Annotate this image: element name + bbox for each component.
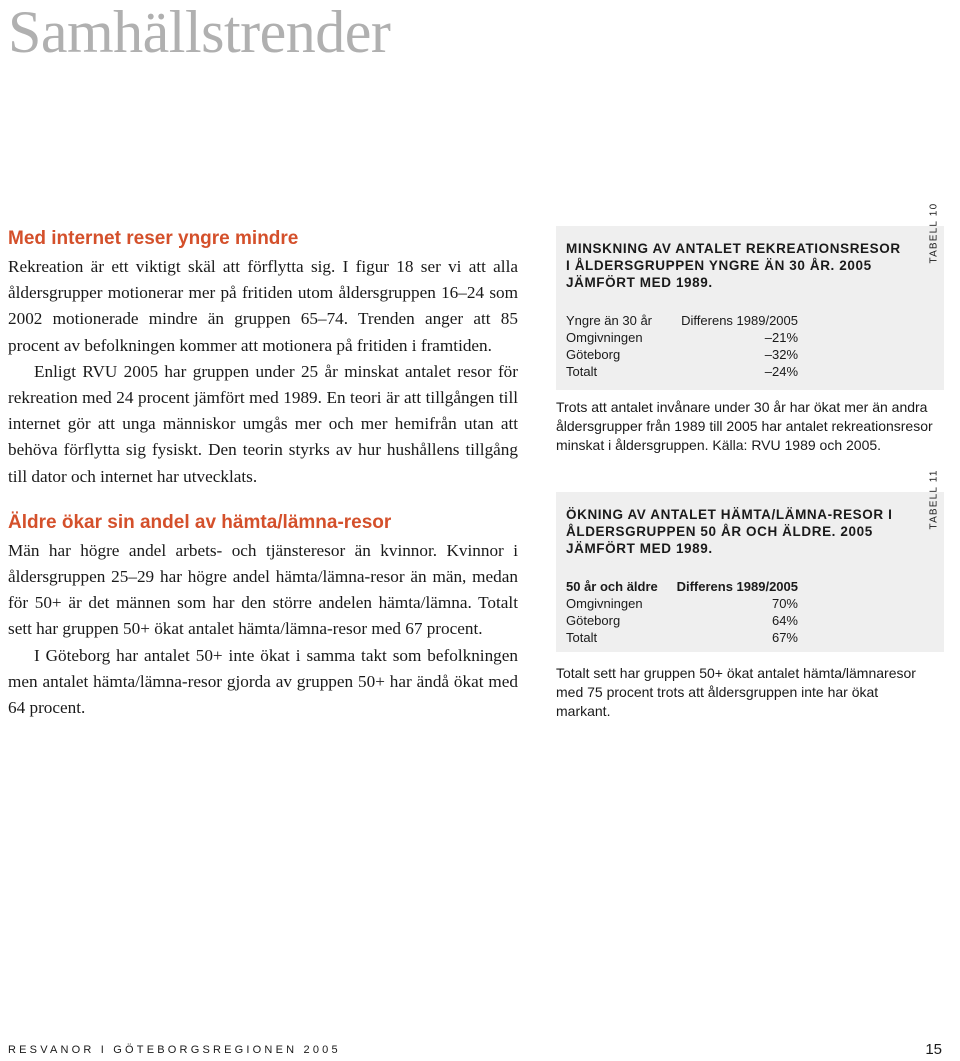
table-caption: Trots att antalet invånare under 30 år har ökat mer än andra åldersgrupper från 1989 till 2005 har antalet rekreationsresor minskat i åldersgruppen. Källa: RVU 1989 och 2005. bbox=[556, 399, 933, 453]
body-paragraph: Enligt RVU 2005 har gruppen under 25 år minskat antalet resor för rekreation med 24 procent jämfört med 1989. En teori är att tillgången till internet gör att unga människor umgås mer och mer hemifrån utan att behöva förflytta sig fysiskt. Den teorin styrks av hur hushållens tillgång till dator och internet har utvecklats. bbox=[8, 361, 518, 486]
table-header-cell: Yngre än 30 år bbox=[566, 313, 653, 328]
table-cell: –24% bbox=[764, 364, 798, 379]
table-row bbox=[566, 346, 798, 363]
page-title: Samhällstrender bbox=[8, 0, 391, 65]
table-title: MINSKNING AV ANTALET REKREATIONSRESOR I ÅLDERSGRUPPEN YNGRE ÄN 30 ÅR. 2005 JÄMFÖRT MED 1989. bbox=[566, 241, 901, 290]
table-label: TABELL 11 bbox=[928, 469, 940, 530]
table-cell: 64% bbox=[771, 613, 798, 628]
body-paragraph: I Göteborg har antalet 50+ inte ökat i samma takt som befolkningen men antalet hämta/lämna-resor gjorda av gruppen 50+ har ändå ökat med 64 procent. bbox=[8, 645, 518, 718]
table-title: ÖKNING AV ANTALET HÄMTA/LÄMNA-RESOR I ÅLDERSGRUPPEN 50 ÅR OCH ÄLDRE. 2005 JÄMFÖRT MED 1989. bbox=[566, 507, 893, 556]
table-cell: 67% bbox=[771, 630, 798, 645]
table-cell: Omgivningen bbox=[566, 330, 643, 345]
table-header-cell: 50 år och äldre bbox=[566, 579, 658, 594]
table-cell: Göteborg bbox=[566, 613, 621, 628]
body-paragraph: Män har högre andel arbets- och tjänsteresor än kvinnor. Kvinnor i åldersgruppen 25–29 har högre andel hämta/lämna-resor än män, medan för 50+ är det männen som har den större andelen hämta/lämna. Totalt sett har gruppen 50+ ökat antalet hämta/lämna-resor med 67 procent. bbox=[8, 540, 518, 639]
main-text-column bbox=[8, 226, 518, 721]
data-table bbox=[566, 312, 798, 380]
table-label: TABELL 10 bbox=[928, 202, 940, 264]
running-footer: RESVANOR I GÖTEBORGSREGIONEN 2005 bbox=[8, 1044, 341, 1056]
table-header-cell: Differens 1989/2005 bbox=[676, 579, 798, 594]
table-row bbox=[566, 595, 798, 612]
table-11-box bbox=[556, 469, 944, 652]
table-row bbox=[566, 629, 798, 646]
table-10-box bbox=[556, 202, 944, 390]
table-cell: Omgivningen bbox=[566, 596, 643, 611]
table-cell: –21% bbox=[764, 330, 798, 345]
body-paragraph: Rekreation är ett viktigt skäl att förflytta sig. I figur 18 ser vi att alla åldersgrupper motionerar mer på fritiden utom åldersgruppen 16–24 som 2002 motionerade mindre än gruppen 65–74. Trenden anger att 85 procent av befolkningen kommer att motionera på fritiden i framtiden. bbox=[8, 257, 518, 355]
table-caption: Totalt sett har gruppen 50+ ökat antalet hämta/lämnaresor med 75 procent trots att åldersgruppen inte har ökat markant. bbox=[556, 665, 916, 719]
table-cell: Totalt bbox=[566, 364, 598, 379]
table-row bbox=[566, 329, 798, 346]
table-header-cell: Differens 1989/2005 bbox=[681, 313, 798, 328]
data-table bbox=[566, 578, 798, 646]
section-heading-hamta-lamna: Äldre ökar sin andel av hämta/lämna-resor bbox=[8, 511, 392, 533]
table-row bbox=[566, 612, 798, 629]
table-cell: 70% bbox=[771, 596, 798, 611]
table-cell: –32% bbox=[764, 347, 798, 362]
section-heading-internet: Med internet reser yngre mindre bbox=[8, 228, 299, 249]
table-cell: Göteborg bbox=[566, 347, 621, 362]
page-number: 15 bbox=[925, 1041, 942, 1058]
table-header-row bbox=[566, 312, 798, 329]
table-header-row bbox=[566, 578, 798, 595]
table-row bbox=[566, 363, 798, 380]
table-cell: Totalt bbox=[566, 630, 598, 645]
